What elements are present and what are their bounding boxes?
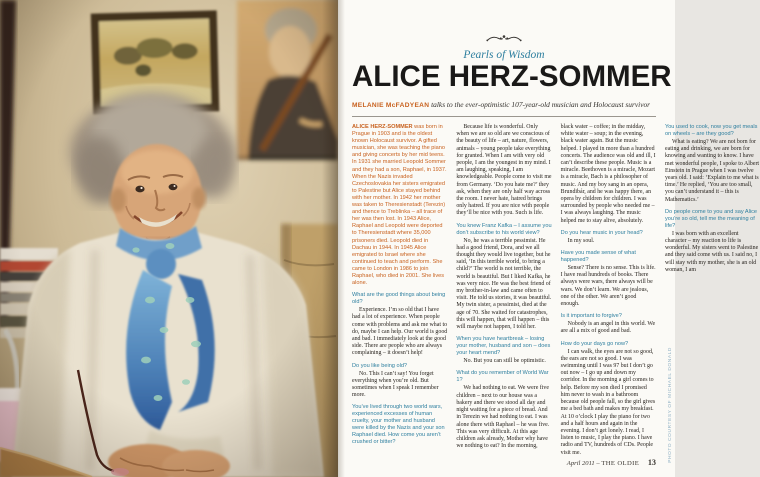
issue-date: April 2011	[566, 460, 595, 467]
question: How do your days go now?	[560, 340, 629, 347]
answer: No. This I can’t say! You forget everything when you’re old. But sometimes when I speak I remember more.	[352, 370, 439, 399]
question: Have you made sense of what happened?	[560, 250, 636, 264]
answer: Nobody is an angel in this world. We are all a mix of good and bad.	[560, 321, 656, 335]
answer: Experience. I’m so old that I have had a lot of experience. When people come with problems and ask me what to do, maybe I can help. Our world is good and bad. I immediately look at the good side. There are people who are always complaining – it doesn’t help!	[352, 307, 448, 357]
answer: I was born with an excellent character – my reaction to life is wonderful. My sisters went to Palestine and they said come with us. I said no, I will stay with my mother, she is an old woman, I am	[664, 230, 759, 273]
header-rule	[352, 116, 656, 117]
magazine-title: THE OLDIE	[601, 460, 640, 467]
folio-separator: –	[596, 460, 600, 467]
question: When you have heartbreak – losing your mother, husband and son – does your heart mend?	[456, 336, 551, 357]
intro-text: was born in Prague in 1903 and is the oldest known Holocaust survivor. A gifted musician, she was teaching the piano and giving concerts by her mid teens. In 1931 she married Leopold Sommer and they had a son, Raphael, in 1937. When the Nazis invaded Czechoslovakia her sisters emigrated to Palestine but Alice stayed behind with her mother. In 1942 her mother was taken to Theresienstadt (Terezin) and thence to Treblinka – all trace of her was then lost. In 1943 Alice, Raphael and Leopold were deported to Theresienstadt where 35,000 prisoners died. Leopold died in Dachau in 1944. In 1945 Alice emigrated to Israel where she continued to teach and perform. She came to London in 1986 to join Raphael, who died in 2001. She lives alone.	[352, 124, 447, 287]
question: You’ve lived through two world wars, experienced excesses of human cruelty, your mother and husband were killed by the Nazis and your son Raphael died. How come you aren’t crushed or bitter?	[352, 404, 445, 446]
answer: What is eating? We are not born for eating and drinking, we are born for knowing and wanting to know. I have met wonderful people, I spoke to Albert Einstein in Prague when I was twelve years old. I said: ‘Explain to me what is time.’ He replied, ‘You are too small, you can’t understand it – this is Mathematics.’	[664, 139, 760, 203]
question: What do you remember of World War 1?	[456, 370, 549, 384]
page-number: 13	[647, 458, 656, 467]
fleuron-ornament-icon	[478, 34, 530, 43]
question: Do people come to you and say Alice you’re so old, tell me the meaning of life?	[664, 208, 758, 229]
byline-description: talks to the ever-optimistic 107-year-old musician and Holocaust survivor	[429, 100, 651, 109]
article-headline: ALICE HERZ-SOMMER	[352, 60, 672, 93]
intro-lead: ALICE HERZ-SOMMER	[352, 124, 413, 130]
photo-credit: PHOTO COURTESY OF MICHAEL DONALD	[668, 347, 673, 463]
photo-alice-herz-sommer	[0, 0, 338, 477]
byline-author: MELANIE McFADYEAN	[352, 102, 430, 109]
question: What are the good things about being old?	[352, 292, 446, 306]
masthead	[352, 31, 672, 117]
article-page	[338, 0, 760, 477]
question: Do you like being old?	[352, 362, 408, 369]
answer: We had nothing to eat. We were five children – next to our house was a bakery and there we stood all day and night waiting for a piece of bread. And in Terezin we had nothing to eat. I was alone there with Raphael – he was five. This was very difficult. At this age children ask already, Mother why have we nothing to eat? In the morning, black water – coffee; in the midday, white water – soup; in the evening, black water again. But the music helped. I played in more than a hundred concerts. The audience was old and ill, I can’t describe these people. Music is a miracle. Beethoven is a miracle, Mozart is a miracle, Bach is a philosopher of music. And my boy sang in an opera, Brundibár, and he was happy there, an opera by children for children. I was surrounded by people who needed me – I was always laughing. The music helped me to stay alive, absolutely.	[456, 124, 656, 450]
section-kicker: Pearls of Wisdom	[463, 49, 545, 61]
answer: No, he was a terrible pessimist. He had a good friend, Dora, and we all thought they would live together, but he said, ‘In this terrible world, to bring a child?’ The world is not terrible, the world is beautiful. But I liked Kafka, he was very nice. He was the best friend of my brother-in-law and came often to visit. He told us stories, it was beautiful. My twin sister, a pessimist, died at the age of 70. She waited for catastrophes, this will happen, that will happen – this will maybe not happen, I told her.	[456, 237, 552, 331]
page-folio	[567, 458, 656, 467]
intro-paragraph	[352, 124, 447, 287]
answer: Because life is wonderful. Only when we are so old are we conscious of the beauty of life – art, nature, flowers, animals – young people take everything for granted. When I am with very old people, I am the youngest in my mind. I am laughing, speaking, I am knowledgeable. People come to visit me from Germany. ‘Do you hate me?’ they ask, when they are only half way across the room. I never hate, hatred brings only hatred. If you are nice with people they’ll be nice with you. Such is life.	[456, 124, 552, 217]
answer: Sense? There is no sense. This is life. I have read hundreds of books. There always were wars, there always will be wars. We don’t learn. We are jealous, one of the other. We aren’t good enough.	[560, 265, 656, 308]
question: You used to cook, now you get meals on wheels – are they good?	[664, 124, 758, 137]
question: Do you hear music in your head?	[560, 229, 643, 236]
answer: I can walk, the eyes are not so good, the ears are not so good. I was swimming until I was 97 but I don’t go out now – I go up and down my corridor. In the morning a girl comes to help. Before my son died I promised him never to wash in a bathroom because old people fall, so the girl gives me a bed bath and makes my breakfast. At 10 o’clock I play the piano for two and a half hours and again in the evening. I don’t get lonely. I read, I listen to music, I play the piano. I have radio and TV, hundreds of CDs. People visit me.	[560, 348, 656, 456]
photo-page	[0, 0, 338, 477]
answer: No. But you can still be optimistic.	[463, 358, 546, 365]
question: You knew Franz Kafka – I assume you don’t subscribe to his world view?	[456, 222, 552, 236]
answer: In my soul.	[567, 237, 595, 244]
question: Is it important to forgive?	[560, 313, 622, 320]
byline	[352, 99, 656, 110]
